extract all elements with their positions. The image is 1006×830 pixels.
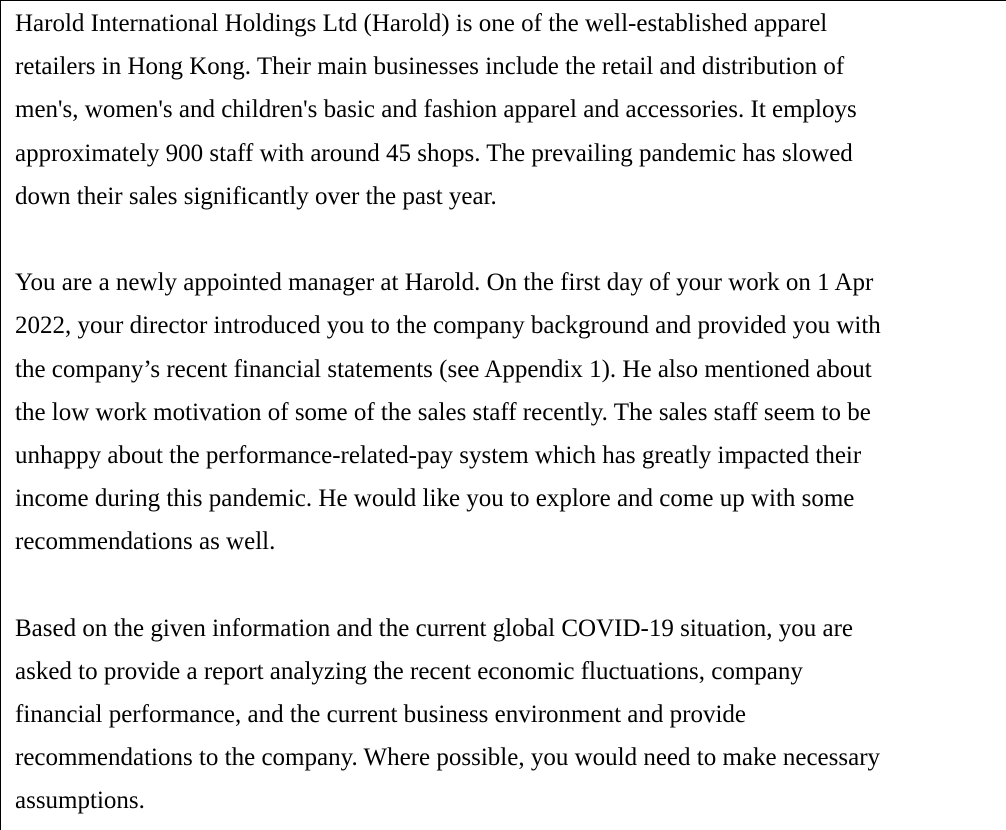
text-line: the low work motivation of some of the sales staff recently. The sales staff seem to be: [15, 398, 871, 426]
text-line: approximately 900 staff with around 45 shops. The prevailing pandemic has slowed: [15, 139, 853, 167]
text-line: retailers in Hong Kong. Their main businesses include the retail and distribution of: [15, 53, 845, 81]
text-line: assumptions.: [15, 787, 145, 815]
text-line: 2022, your director introduced you to the company background and provided you with: [15, 312, 881, 340]
paragraph-task-instructions: [15, 607, 1006, 823]
text-line: asked to provide a report analyzing the recent economic fluctuations, company: [15, 657, 803, 685]
text-line: Harold International Holdings Ltd (Harold) is one of the well-established apparel: [15, 10, 828, 37]
paragraph-manager-context: [15, 261, 1006, 563]
text-line: financial performance, and the current business environment and provide: [15, 701, 746, 728]
text-line: the company’s recent financial statements (see Appendix 1). He also mentioned about: [15, 355, 872, 383]
text-line: You are a newly appointed manager at Harold. On the first day of your work on 1 Apr: [15, 269, 874, 297]
text-line: recommendations to the company. Where possible, you would need to make necessary: [15, 744, 881, 772]
document-body: [15, 2, 1006, 823]
text-line: men's, women's and children's basic and fashion apparel and accessories. It employs: [15, 96, 857, 124]
text-line: income during this pandemic. He would like you to explore and come up with some: [15, 485, 855, 513]
text-line: down their sales significantly over the past year.: [15, 182, 497, 210]
text-line: recommendations as well.: [15, 528, 276, 556]
paragraph-spacer: [15, 218, 1006, 261]
paragraph-spacer: [15, 563, 1006, 606]
paragraph-company-background: [15, 2, 1006, 218]
text-line: Based on the given information and the current global COVID-19 situation, you are: [15, 614, 853, 642]
text-line: unhappy about the performance-related-pay system which has greatly impacted their: [15, 441, 862, 469]
